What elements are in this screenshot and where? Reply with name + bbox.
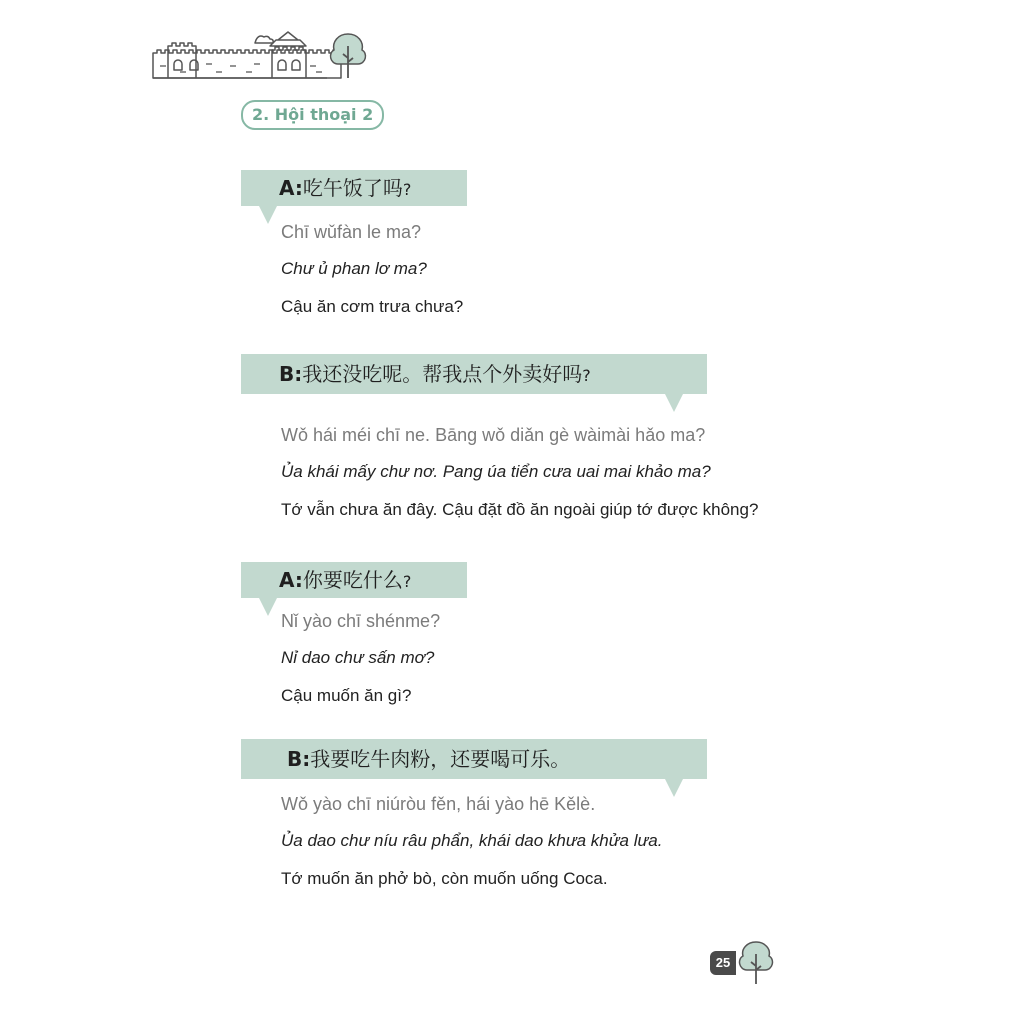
phonetic-line: Ủa dao chư níu râu phẩn, khái dao khưa khửa lưa. [281,831,663,850]
pinyin-line: Nǐ yào chī shénme? [281,611,441,631]
section-title: 2. Hội thoại 2 [241,100,384,130]
dialog-bubble-a2: A:你要吃什么? [241,562,467,598]
phonetic-line: Ủa khái mấy chư nơ. Pang úa tiển cưa uai mai khảo ma? [281,462,711,481]
speaker-label: B [287,747,303,771]
bubble-tail [259,206,277,224]
great-wall-icon [150,28,375,84]
tree-icon [331,34,366,78]
chinese-text: 我要吃牛肉粉，还要喝可乐。 [310,747,571,771]
bubble-tail [259,598,277,616]
dialog-bubble-b1: B:我还没吃呢。帮我点个外卖好吗? [241,354,707,394]
pinyin-line: Chī wǔfàn le ma? [281,222,422,242]
chinese-text: 吃午饭了吗 [302,176,403,200]
translation-line: Cậu ăn cơm trưa chưa? [281,297,464,316]
translation-line: Tớ muốn ăn phở bò, còn muốn uống Coca. [281,869,608,888]
dialog-bubble-b2: B:我要吃牛肉粉，还要喝可乐。 [241,739,707,779]
phonetic-line: Nỉ dao chư sấn mơ? [281,648,435,667]
speaker-label: B [279,362,295,386]
translation-line: Cậu muốn ăn gì? [281,686,412,705]
chinese-text: 我还没吃呢。帮我点个外卖好吗 [302,362,583,386]
dialog-bubble-a1: A:吃午饭了吗? [241,170,467,206]
cloud-icon [255,36,273,43]
chinese-text: 你要吃什么 [302,568,403,592]
phonetic-line: Chư ủ phan lơ ma? [281,259,427,278]
speaker-label: A [279,176,295,200]
speaker-label: A [279,568,295,592]
pinyin-line: Wǒ yào chī niúròu fěn, hái yào hē Kělè. [281,794,596,814]
pinyin-line: Wǒ hái méi chī ne. Bāng wǒ diǎn gè wàimài hǎo ma? [281,425,706,445]
page-number: 25 [710,951,736,975]
translation-line: Tớ vẫn chưa ăn đây. Cậu đặt đồ ăn ngoài giúp tớ được không? [281,500,759,519]
bubble-tail [665,394,683,412]
bubble-tail [665,779,683,797]
